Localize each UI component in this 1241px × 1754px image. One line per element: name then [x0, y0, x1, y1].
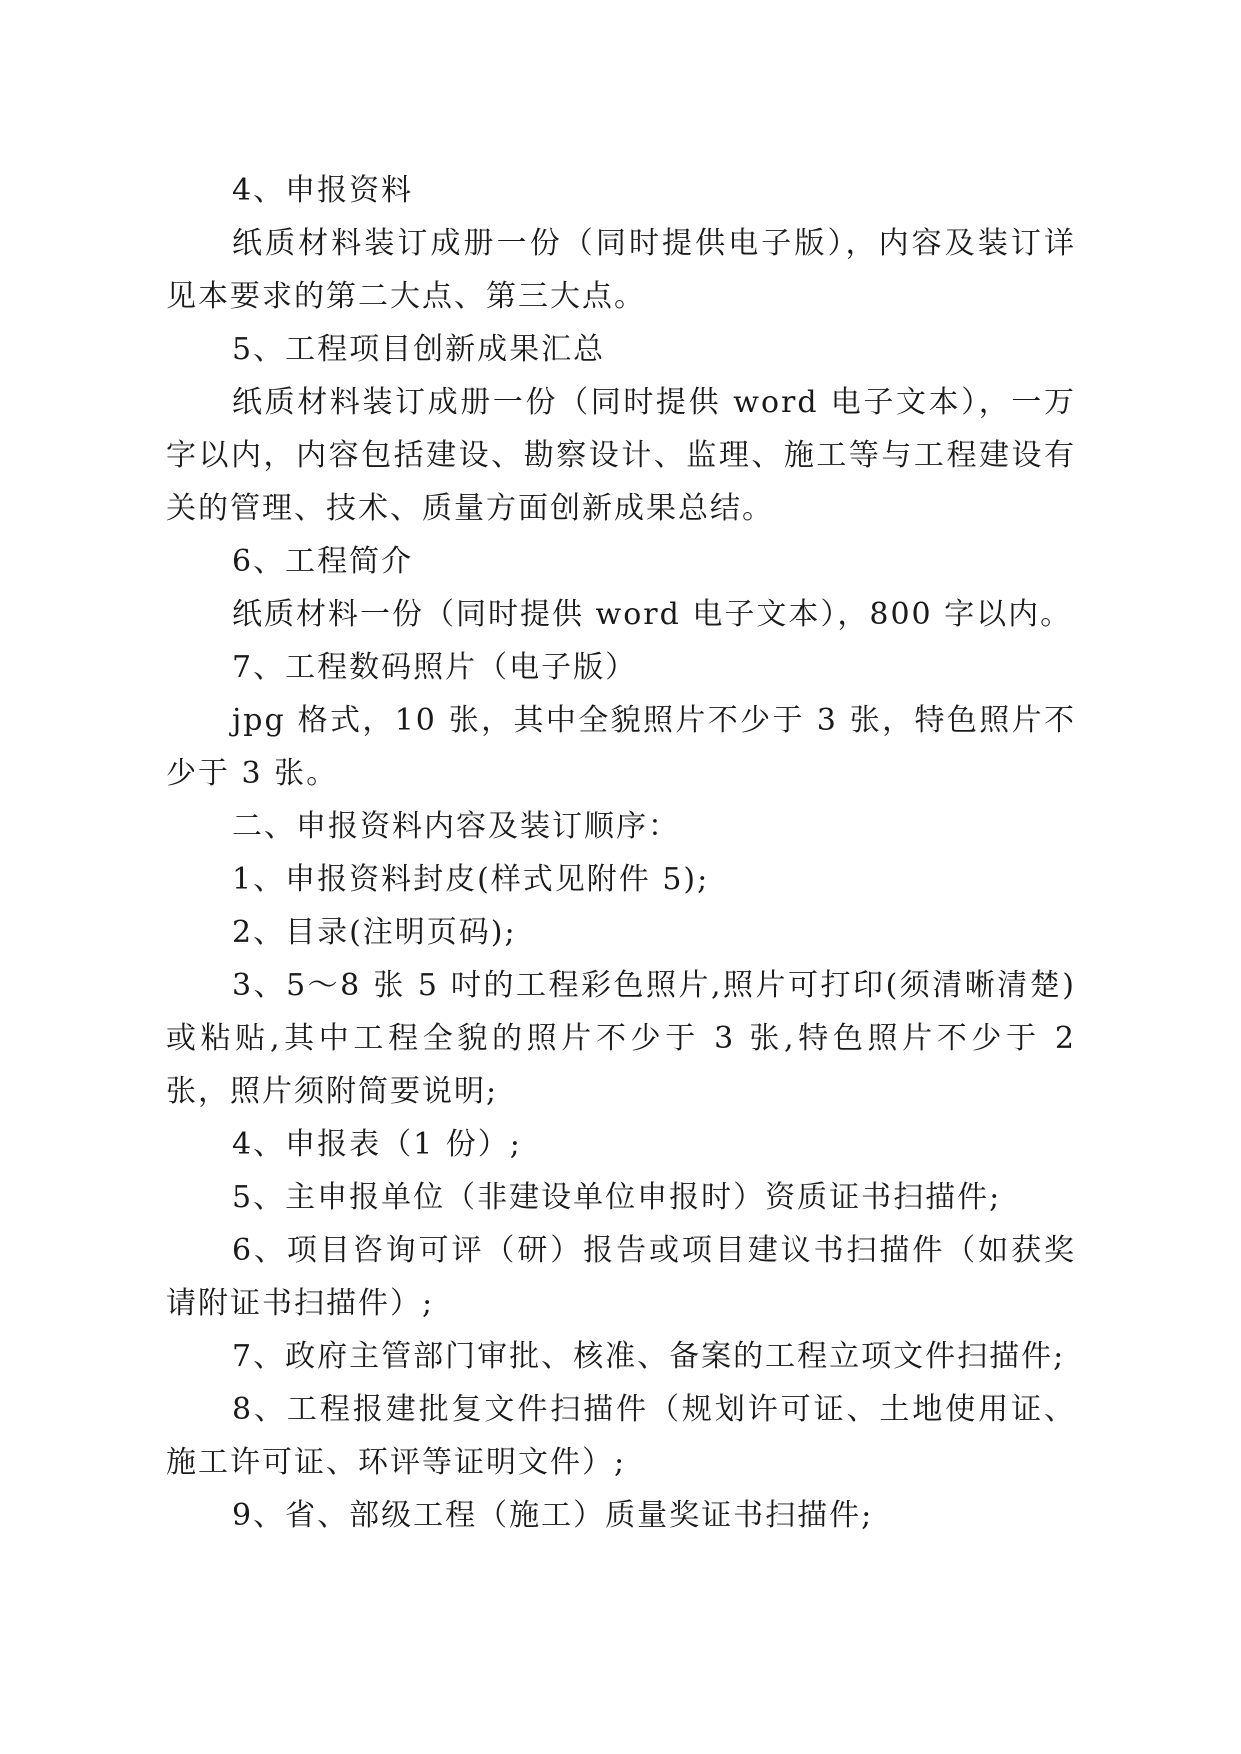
list-item: 6、项目咨询可评（研）报告或项目建议书扫描件（如获奖请附证书扫描件）;: [166, 1233, 1076, 1321]
section-heading-2: 二、申报资料内容及装订顺序：: [232, 809, 680, 844]
list-item: 7、政府主管部门审批、核准、备案的工程立项文件扫描件;: [232, 1339, 1066, 1374]
document-body: [166, 164, 1076, 1542]
list-item: 4、申报表（1 份）;: [232, 1127, 522, 1162]
section-heading-6: 6、工程简介: [232, 544, 414, 579]
section-heading-7: 7、工程数码照片（电子版）: [232, 650, 638, 685]
paragraph: 纸质材料装订成册一份（同时提供电子版），内容及装订详见本要求的第二大点、第三大点。: [166, 226, 1076, 314]
list-item: 8、工程报建批复文件扫描件（规划许可证、土地使用证、施工许可证、环评等证明文件）;: [166, 1392, 1076, 1480]
list-item: 1、申报资料封皮(样式见附件 5);: [232, 862, 710, 897]
list-item: 2、目录(注明页码);: [232, 915, 517, 950]
paragraph: 纸质材料一份（同时提供 word 电子文本），800 字以内。: [232, 597, 1073, 632]
section-heading-5: 5、工程项目创新成果汇总: [232, 332, 606, 367]
paragraph: 纸质材料装订成册一份（同时提供 word 电子文本），一万字以内，内容包括建设、勘察设计、监理、施工等与工程建设有关的管理、技术、质量方面创新成果总结。: [166, 385, 1076, 526]
list-item: 5、主申报单位（非建设单位申报时）资质证书扫描件;: [232, 1180, 1002, 1215]
list-item: 3、5～8 张 5 吋的工程彩色照片,照片可打印(须清晰清楚)或粘贴,其中工程全貌的照片不少于 3 张,特色照片不少于 2 张，照片须附简要说明;: [166, 968, 1076, 1109]
section-heading-4: 4、申报资料: [232, 173, 414, 208]
paragraph: jpg 格式，10 张，其中全貌照片不少于 3 张，特色照片不少于 3 张。: [166, 703, 1076, 791]
list-item: 9、省、部级工程（施工）质量奖证书扫描件;: [232, 1498, 874, 1533]
